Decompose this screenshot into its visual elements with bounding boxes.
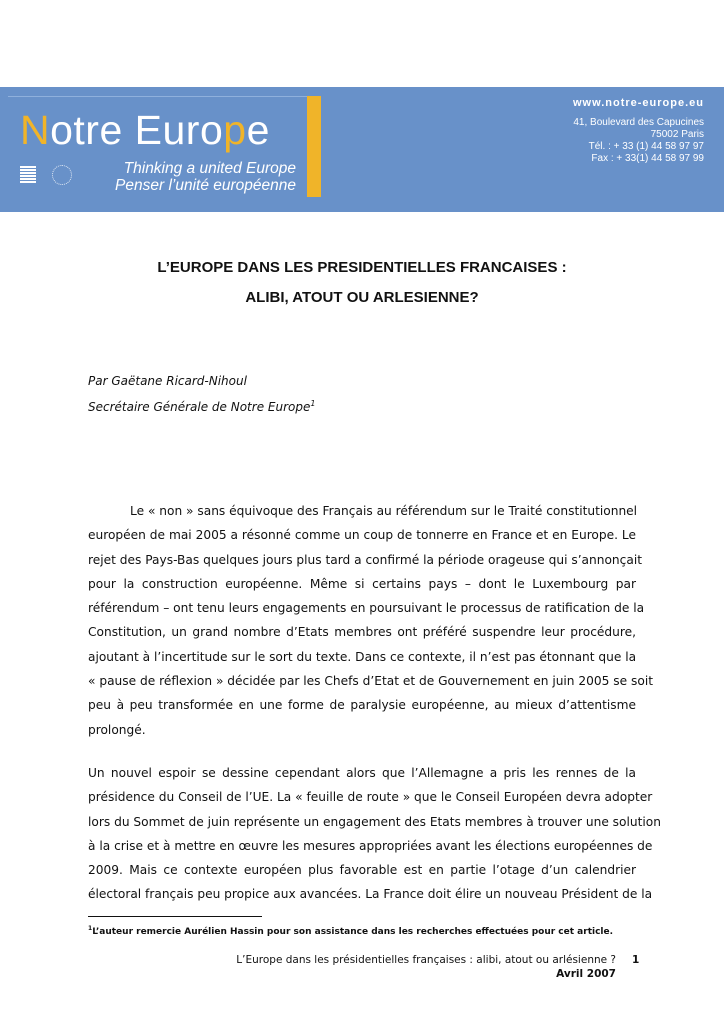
document-title-line1: L’EUROPE DANS LES PRESIDENTIELLES FRANCAISES : xyxy=(157,259,567,276)
document-icon xyxy=(20,166,36,184)
address-line: 41, Boulevard des Capucines xyxy=(573,117,704,128)
banner-rule xyxy=(8,96,308,97)
text-line: lors du Sommet de juin représente un engagement des Etats membres à trouver une solution xyxy=(88,814,661,829)
text-line: Le « non » sans équivoque des Français au référendum sur le Traité constitutionnel xyxy=(130,504,638,518)
tagline-fr: Penser l’unité européenne xyxy=(115,177,296,194)
text-line: Constitution, un grand nombre d’Etats membres ont préféré suspendre leur procédure, xyxy=(88,625,636,640)
website-link[interactable]: www.notre-europe.eu xyxy=(572,97,704,109)
text-line: rejet des Pays-Bas quelques jours plus tard a confirmé la période orageuse qui s’annonçait xyxy=(88,552,642,567)
text-line: pour la construction européenne. Même si certains pays – dont le Luxembourg par xyxy=(88,576,636,591)
text-line: Un nouvel espoir se dessine cependant alors que l’Allemagne a pris les rennes de la xyxy=(88,766,636,780)
document-title-line2: ALIBI, ATOUT OU ARLESIENNE? xyxy=(245,289,479,306)
text-line: présidence du Conseil de l’UE. La « feuille de route » que le Conseil Européen devra adopter xyxy=(88,790,653,805)
logo-accent-bar xyxy=(307,96,321,197)
contact-block xyxy=(573,97,704,165)
eu-stars-icon xyxy=(52,165,72,185)
logo-text-end: e xyxy=(246,107,270,153)
text-line: 2009. Mais ce contexte européen plus favorable est en partie l’otage d’un calendrier xyxy=(88,863,636,878)
text-line: « pause de réflexion » décidée par les Chefs d’Etat et de Gouvernement en juin 2005 se soit xyxy=(88,674,653,689)
author-byline: Par Gaëtane Ricard-Nihoul xyxy=(88,374,247,388)
logo-letter-n: N xyxy=(20,107,51,153)
running-footer xyxy=(236,953,616,981)
text-line: prolongé. xyxy=(88,722,146,737)
body-paragraph-2 xyxy=(88,761,661,907)
header-banner xyxy=(0,87,724,212)
tagline xyxy=(82,160,296,194)
author-role xyxy=(88,399,315,414)
body-paragraph-1 xyxy=(88,499,653,742)
text-line: peu à peu transformée en une forme de paralysie européenne, au mieux d’attentisme xyxy=(88,698,636,713)
address-city: 75002 Paris xyxy=(650,129,704,140)
fax: Fax : + 33(1) 44 58 97 99 xyxy=(591,153,704,164)
footer-date: Avril 2007 xyxy=(556,968,616,980)
footnote-separator xyxy=(88,916,262,917)
text-line: ajoutant à l’incertitude sur le sort du texte. Dans ce contexte, il n’est pas étonnant que la xyxy=(88,649,637,664)
logo-text: otre Euro xyxy=(50,107,224,153)
logo-letter-p: p xyxy=(223,107,247,153)
running-title: L’Europe dans les présidentielles françaises : alibi, atout ou arlésienne ? xyxy=(236,954,616,966)
footnote-reference[interactable]: 1 xyxy=(310,399,316,408)
phone: Tél. : + 33 (1) 44 58 97 97 xyxy=(588,141,704,152)
text-line: à la crise et à mettre en œuvre les mesures appropriées avant les élections européennes de xyxy=(88,838,653,853)
text-line: européen de mai 2005 a résonné comme un coup de tonnerre en France et en Europe. Le xyxy=(88,528,636,543)
tagline-en: Thinking a united Europe xyxy=(123,160,296,177)
footnote xyxy=(88,925,613,937)
text-line: référendum – ont tenu leurs engagements en poursuivant le processus de ratification de la xyxy=(88,601,645,616)
notre-europe-logo xyxy=(20,107,270,153)
text-line: électoral français peu propice aux avancées. La France doit élire un nouveau Président de la xyxy=(88,887,653,902)
page-number: 1 xyxy=(632,954,640,966)
author-role-text: Secrétaire Générale de Notre Europe xyxy=(88,400,311,414)
footnote-mark: 1 xyxy=(88,925,93,932)
footnote-text: L’auteur remercie Aurélien Hassin pour son assistance dans les recherches effectuées pour cet article. xyxy=(92,927,614,937)
